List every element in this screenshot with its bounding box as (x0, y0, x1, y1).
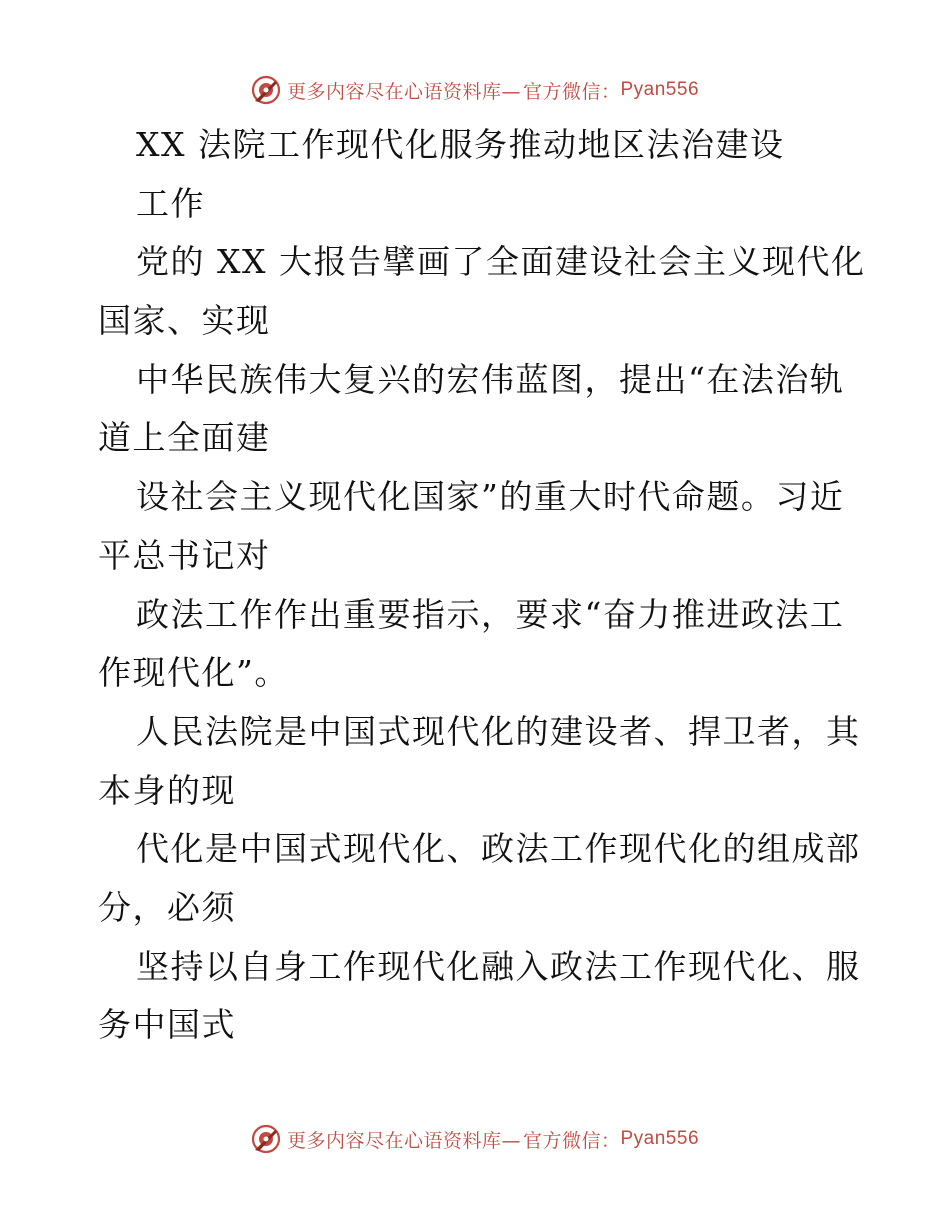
text-line: 务中国式 (98, 1005, 236, 1045)
banner-promo-text: 更多内容尽在心语资料库— (286, 80, 521, 103)
text-line: 道上全面建 (98, 418, 271, 458)
text-line: 政法工作作出重要指示，要求“奋力推进政法工 (136, 594, 845, 634)
text-line: 设社会主义现代化国家”的重大时代命题。习近 (136, 477, 845, 517)
text-line: 坚持以自身工作现代化融入政法工作现代化、服 (136, 946, 861, 986)
text-line: 党的 XX 大报告擘画了全面建设社会主义现代化 (136, 242, 866, 282)
text-line: 工作 (136, 183, 205, 223)
footer-banner (0, 1121, 950, 1157)
document-body (98, 116, 866, 1055)
text-line: 人民法院是中国式现代化的建设者、捍卫者，其 (136, 711, 861, 751)
banner-wechat-label: 官方微信： (522, 80, 621, 103)
banner-promo-text: 更多内容尽在心语资料库— (286, 1129, 521, 1152)
text-line: 作现代化”。 (98, 653, 289, 693)
text-line: 分，必须 (98, 887, 236, 927)
header-banner (0, 72, 950, 108)
text-line: 平总书记对 (98, 535, 271, 575)
banner-wechat-label: 官方微信： (522, 1129, 621, 1152)
quill-logo-icon (251, 1124, 281, 1154)
text-line: 本身的现 (98, 770, 236, 810)
text-line: 中华民族伟大复兴的宏伟蓝图，提出“在法治轨 (136, 359, 845, 399)
quill-logo-icon (251, 75, 281, 105)
text-line: 国家、实现 (98, 301, 271, 341)
text-line: 代化是中国式现代化、政法工作现代化的组成部 (136, 829, 861, 869)
banner-wechat-id: Pyan556 (620, 79, 700, 100)
banner-wechat-id: Pyan556 (620, 1128, 700, 1149)
text-line: XX 法院工作现代化服务推动地区法治建设 (136, 125, 785, 164)
